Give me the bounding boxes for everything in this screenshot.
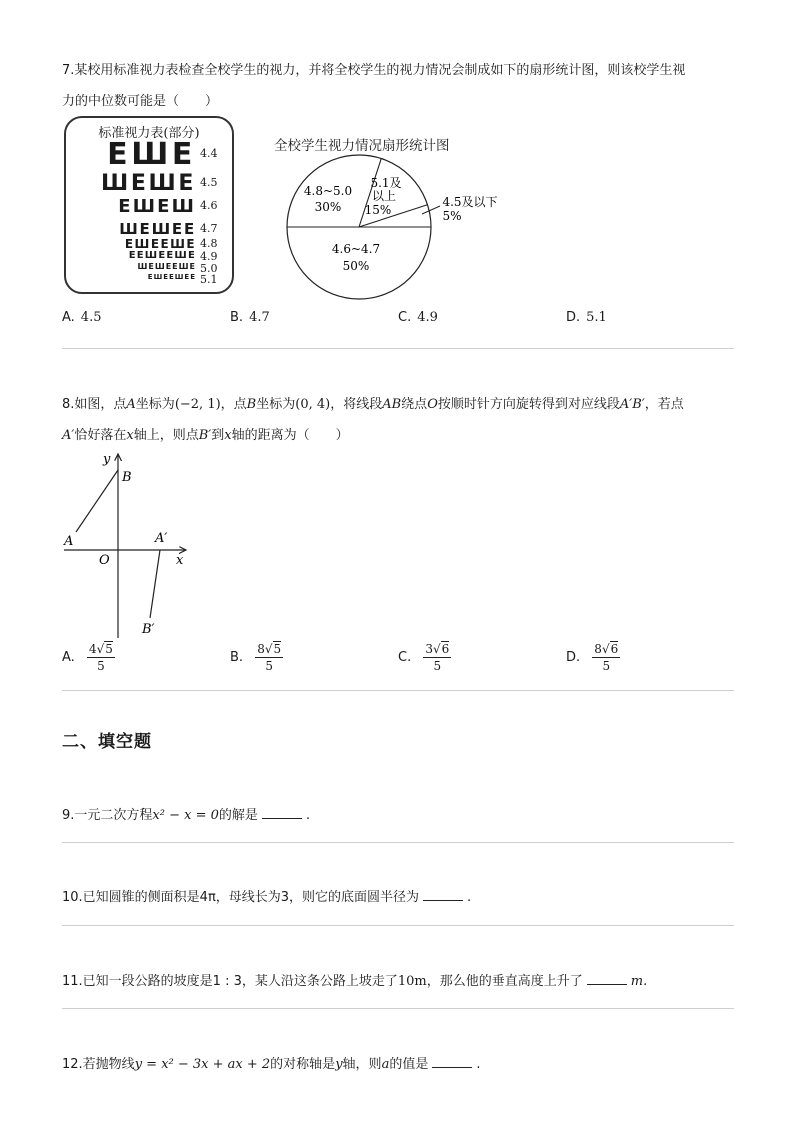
stem-text: 绕点 [401, 397, 428, 412]
eye-chart-letters: ЕШЕ [107, 137, 196, 172]
q7-option-a[interactable] [62, 310, 101, 325]
coordinate-figure [60, 448, 200, 648]
option-value: 4.5 [80, 310, 102, 325]
point-b-label: B [122, 470, 132, 485]
stem-text: 坐标为 [256, 397, 296, 412]
q12-end: . [476, 1057, 481, 1072]
q7-option-d[interactable] [566, 310, 607, 325]
eye-chart-panel [64, 116, 234, 294]
q11-unit: m. [630, 974, 648, 989]
math-term: x [224, 428, 232, 443]
eye-chart-title: 标准视力表(部分) [98, 126, 200, 141]
eye-chart-value: 4.4 [200, 147, 218, 160]
slice-label-4.6-4.7: 4.6~4.7 [331, 242, 381, 256]
stem-text: ，点 [220, 397, 247, 412]
fraction-denominator: 5 [265, 659, 273, 673]
stem-text: 按顺时针方向旋转得到对应线段 [437, 397, 620, 412]
stem-text: 轴上，则点 [133, 428, 199, 443]
fraction-radicand: 6 [610, 642, 619, 656]
q8-option-c[interactable] [398, 642, 451, 673]
point-a-label: A [64, 534, 74, 549]
eye-chart-row [66, 137, 232, 172]
fraction-radicand: 5 [273, 642, 282, 656]
answer-blank[interactable] [432, 1057, 472, 1068]
slice-pct-15: 15% [364, 203, 392, 217]
q11-mid: ，那么他的垂直高度上升了 [426, 974, 583, 989]
eye-chart-value: 4.5 [200, 176, 218, 189]
divider [62, 1008, 734, 1009]
q12-prefix: 12.若抛物线 [62, 1057, 135, 1072]
option-letter: C. [398, 310, 412, 325]
answer-blank[interactable] [587, 974, 627, 985]
math-term: (0, 4) [295, 397, 331, 412]
q12-mid2: 轴，则 [342, 1057, 382, 1072]
slice-label-5.1-line1: 5.1及 [370, 176, 402, 190]
pie-chart-title: 全校学生视力情况扇形统计图 [274, 138, 450, 154]
stem-text: 到 [211, 428, 225, 443]
eye-chart-value: 5.1 [200, 273, 218, 286]
stem-text: 恰好落在 [74, 428, 127, 443]
divider [62, 348, 734, 349]
stem-text: 8.如图，点 [62, 397, 127, 412]
q9-end: . [305, 808, 311, 823]
eye-chart-row [66, 273, 232, 286]
q12-axis: y [335, 1057, 343, 1072]
q12-stem [62, 1053, 480, 1072]
q12-equation: y = x² − 3x + ax + 2 [134, 1057, 271, 1072]
math-term: B′ [198, 428, 212, 443]
fraction-coef: 4 [88, 642, 97, 656]
origin-label: O [99, 553, 110, 568]
answer-blank[interactable] [423, 890, 463, 901]
option-value: 4.9 [417, 310, 438, 325]
stem-text: 轴的距离为（ ） [231, 428, 349, 443]
q9-prefix: 9.一元二次方程 [62, 808, 153, 823]
option-value: 4.7 [249, 310, 270, 325]
math-term: B [246, 397, 257, 412]
stem-text: ，将线段 [330, 397, 383, 412]
math-term: AB [382, 397, 402, 412]
y-label: y [103, 452, 111, 467]
q9-suffix: 的解是 [218, 808, 258, 823]
segment-ab [76, 470, 118, 532]
option-fraction: $\frac{4√5}{5}$ [88, 642, 113, 673]
q11-stem [62, 970, 647, 989]
fraction-denominator: 5 [602, 659, 611, 673]
slice-pct-30: 30% [314, 200, 342, 214]
point-a-prime-label: A′ [155, 531, 168, 546]
option-letter: B. [230, 310, 244, 325]
option-letter: A. [62, 310, 75, 325]
option-letter: D. [566, 310, 581, 325]
q7-option-b[interactable] [230, 310, 270, 325]
divider [62, 690, 734, 691]
option-letter: C. [398, 650, 412, 665]
q12-suffix: 的值是 [389, 1057, 429, 1072]
eye-chart-row [66, 173, 232, 197]
eye-chart-value: 4.9 [200, 250, 218, 263]
q10-text: 10.已知圆锥的侧面积是4π，母线长为3，则它的底面圆半径为 [62, 890, 420, 905]
q12-mid: 的对称轴是 [270, 1057, 336, 1072]
slice-pct-5: 5% [442, 209, 462, 223]
option-fraction: $\frac{8√6}{5}$ [594, 642, 619, 673]
eye-chart-letters: ЕШЕШ [118, 196, 196, 217]
eye-chart-letters: ЕШЕЕШЕЕ [147, 273, 196, 281]
fraction-coef: 8 [594, 642, 602, 656]
eye-chart-value: 4.6 [200, 199, 218, 212]
fraction-coef: 8 [257, 642, 265, 656]
x-label: x [176, 553, 184, 568]
slice-label-4.8-5.0: 4.8~5.0 [303, 184, 353, 198]
option-letter: A. [62, 650, 75, 665]
option-value: 5.1 [586, 310, 607, 325]
q10-end: . [467, 890, 472, 905]
section-heading: 二、填空题 [62, 732, 152, 752]
q8-option-d[interactable] [566, 642, 620, 673]
eye-chart-letters: ШЕШЕЕ [119, 220, 196, 238]
slice-label-5.1-line2: 以上 [371, 189, 397, 203]
stem-text: 坐标为 [135, 397, 175, 412]
fraction-coef: 3 [425, 642, 433, 656]
q9-stem [62, 804, 310, 823]
math-term: A [126, 397, 136, 412]
eye-chart-value: 4.7 [200, 221, 218, 235]
q11-prefix: 11.已知一段公路的坡度是1 : 3，某人沿这条公路上坡走了 [62, 974, 398, 989]
q8-stem-line1 [62, 393, 684, 412]
math-term: A′B′ [619, 397, 645, 412]
option-letter: D. [566, 650, 581, 665]
q11-distance: 10m [397, 974, 427, 989]
math-term: (−2, 1) [174, 397, 221, 412]
q7-stem-line2: 力的中位数可能是（ ） [62, 94, 219, 109]
math-term: O [427, 397, 438, 412]
fraction-radicand: 5 [105, 642, 113, 656]
q9-equation: x² − x = 0 [152, 808, 219, 823]
q10-stem [62, 886, 471, 905]
eye-chart-row [66, 198, 232, 218]
option-fraction: $\frac{8√5}{5}$ [257, 642, 282, 673]
eye-chart-row [66, 263, 232, 273]
eye-chart-letters: ШЕШЕЕШЕ [137, 262, 196, 271]
q7-stem-line1: 7.某校用标准视力表检查全校学生的视力，并将全校学生的视力情况会制成如下的扇形统计图，则该校学生视 [62, 63, 686, 78]
q7-option-c[interactable] [398, 310, 438, 325]
eye-chart-letters: ЕЕШЕЕШЕ [128, 250, 196, 261]
option-letter: B. [230, 650, 244, 665]
math-term: x [126, 428, 134, 443]
eye-chart-value: 4.8 [200, 237, 218, 250]
slice-pct-50: 50% [342, 259, 370, 273]
fraction-radicand: 6 [441, 642, 450, 656]
divider [62, 842, 734, 843]
fraction-denominator: 5 [433, 659, 442, 673]
answer-blank[interactable] [262, 808, 302, 819]
slice-label-4.5-below: 4.5及以下 [442, 195, 498, 209]
eye-chart-letters: ШЕШЕ [101, 171, 196, 196]
point-b-prime-label: B′ [142, 622, 155, 637]
divider [62, 925, 734, 926]
fraction-denominator: 5 [97, 659, 105, 673]
pie-leader-line [422, 206, 440, 214]
eye-chart-letters: ЕШЕЕШЕ [124, 237, 196, 251]
q8-option-a[interactable] [62, 642, 115, 673]
pie-chart [270, 150, 510, 305]
eye-chart-value: 5.0 [200, 262, 218, 275]
q12-var: a [381, 1057, 390, 1072]
math-term: A′ [62, 428, 75, 443]
stem-text: ，若点 [644, 397, 684, 412]
segment-a-prime-b-prime [150, 550, 160, 618]
option-fraction: $\frac{3√6}{5}$ [425, 642, 450, 673]
q8-option-b[interactable] [230, 642, 283, 673]
q8-stem-line2 [62, 424, 349, 443]
